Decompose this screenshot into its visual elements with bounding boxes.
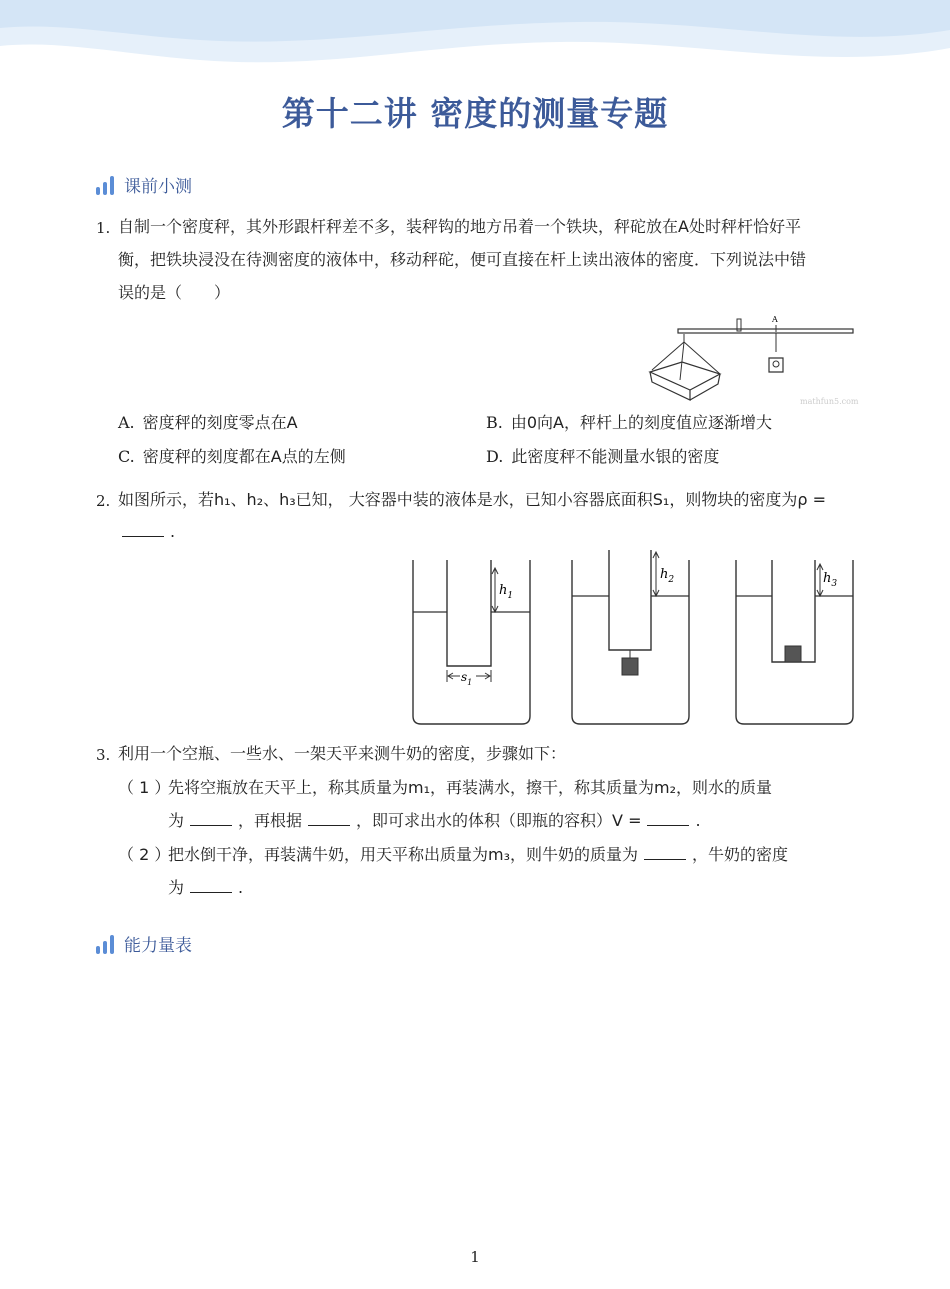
- section-header-pre-test: [96, 172, 192, 197]
- density-scale-figure: [640, 312, 860, 408]
- option-a: [118, 410, 298, 433]
- section-title: 能力量表: [124, 936, 192, 956]
- page-title: 第十二讲 密度的测量专题: [281, 94, 669, 133]
- text-segment: ，再根据: [238, 811, 303, 830]
- option-text: 此密度秤不能测量水银的密度: [511, 447, 720, 466]
- option-label: B.: [486, 413, 503, 432]
- part-1-line-2: [168, 804, 701, 837]
- svg-text:h1: [499, 583, 513, 601]
- figure-watermark: mathfun5.com: [800, 397, 859, 406]
- question-number: 2.: [96, 492, 111, 510]
- question-line: 自制一个密度秤，其外形跟杆秤差不多，装秤钩的地方吊着一个铁块，秤砣放在A处时秤杆恰好平: [118, 217, 801, 236]
- svg-text:h3: [823, 571, 837, 589]
- question-1-text: [118, 210, 848, 309]
- answer-blank: [190, 811, 232, 826]
- answer-tail: .: [170, 522, 176, 541]
- answer-blank: [308, 811, 350, 826]
- label-h1-sub: 1: [507, 591, 514, 601]
- text-segment: .: [238, 878, 244, 897]
- option-text: 由0向A，秤杆上的刻度值应逐渐增大: [510, 413, 772, 432]
- question-2-text: 如图所示，若h₁、h₂、h₃已知， 大容器中装的液体是水，已知小容器底面积S₁，则物块的密度为ρ =: [118, 490, 826, 509]
- answer-blank: [647, 811, 689, 826]
- question-number: 1.: [96, 219, 111, 237]
- question-line: 误的是（ ）: [118, 283, 231, 302]
- containers-figure: [405, 548, 860, 730]
- container-1: [413, 560, 530, 724]
- label-s1: s: [461, 670, 468, 684]
- part-2-number: （ 2 ）: [118, 845, 171, 864]
- container-2: [572, 550, 689, 724]
- question-number: 3.: [96, 746, 111, 764]
- option-label: C.: [118, 447, 135, 466]
- label-h3: h: [823, 571, 832, 586]
- page-number: 1: [470, 1248, 480, 1266]
- label-h2-sub: 2: [668, 575, 675, 585]
- text-segment: ，即可求出水的体积（即瓶的容积）V =: [356, 811, 642, 830]
- label-s1-sub: 1: [467, 678, 473, 687]
- label-h1: h: [499, 583, 508, 598]
- text-segment: ，牛奶的密度: [692, 845, 789, 864]
- bar-chart-icon: [96, 934, 114, 954]
- option-c: [118, 444, 346, 467]
- part-1-number: （ 1 ）: [118, 778, 171, 797]
- text-segment: 为: [168, 878, 185, 897]
- text-segment: .: [695, 811, 701, 830]
- svg-text:h2: [660, 567, 674, 585]
- figure-label-a: A: [772, 315, 778, 324]
- option-text: 密度秤的刻度都在A点的左侧: [142, 447, 346, 466]
- container-3: [736, 560, 853, 724]
- option-text: 密度秤的刻度零点在A: [142, 413, 298, 432]
- option-d: [486, 444, 719, 467]
- question-line: 衡，把铁块浸没在待测密度的液体中，移动秤砣，便可直接在杆上读出液体的密度．下列说法中错: [118, 250, 807, 269]
- answer-blank: [644, 845, 686, 860]
- option-b: [486, 410, 772, 433]
- text-segment: 为: [168, 811, 185, 830]
- answer-blank-line: [122, 522, 175, 541]
- section-title: 课前小测: [124, 177, 192, 197]
- part-1-line-1: 先将空瓶放在天平上，称其质量为m₁，再装满水，擦干，称其质量为m₂，则水的质量: [168, 778, 773, 797]
- label-h3-sub: 3: [831, 579, 838, 589]
- part-2-line-1: [168, 838, 788, 871]
- bar-chart-icon: [96, 175, 114, 195]
- text-segment: 把水倒干净，再装满牛奶，用天平称出质量为m₃，则牛奶的质量为: [168, 845, 639, 864]
- answer-blank: [190, 878, 232, 893]
- option-label: D.: [486, 447, 504, 466]
- option-label: A.: [118, 413, 135, 432]
- label-h2: h: [660, 567, 669, 582]
- section-header-ability: [96, 931, 192, 956]
- question-3-intro: 利用一个空瓶、一些水、一架天平来测牛奶的密度，步骤如下：: [118, 744, 567, 763]
- part-2-line-2: [168, 871, 243, 904]
- header-wave-decoration: [0, 0, 950, 80]
